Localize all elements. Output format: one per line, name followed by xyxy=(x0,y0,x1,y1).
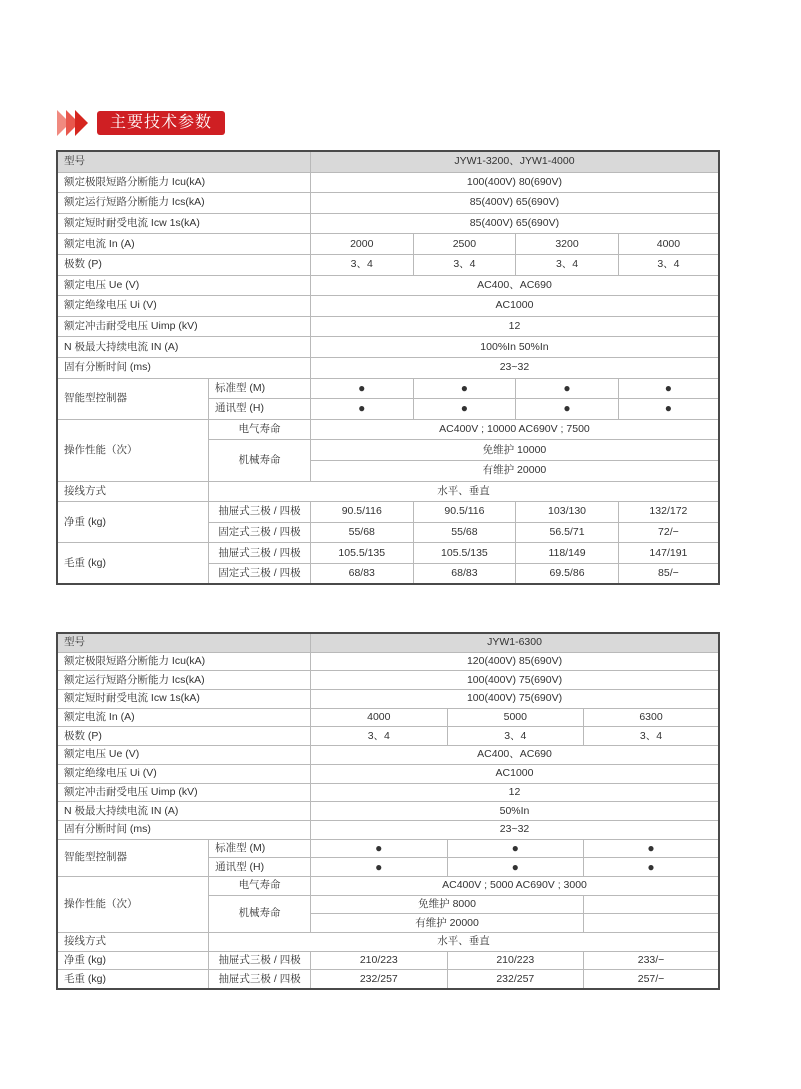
sub-label: 固定式三极 / 四极 xyxy=(208,522,310,543)
row-label: 额定绝缘电压 Ui (V) xyxy=(57,296,310,317)
cell-value: 12 xyxy=(310,316,719,337)
table-row xyxy=(57,543,719,564)
cell-value: 232/257 xyxy=(447,970,584,989)
table-row xyxy=(57,419,719,440)
cell-value: 5000 xyxy=(447,708,584,727)
cell-value: 90.5/116 xyxy=(310,502,413,523)
cell-value: 免维护 10000 xyxy=(310,440,719,461)
table-row xyxy=(57,502,719,523)
sub-label: 抽屉式三极 / 四极 xyxy=(209,951,311,970)
empty-cell xyxy=(584,914,719,933)
sub-label: 机械寿命 xyxy=(209,895,311,932)
cell-value: 水平、垂直 xyxy=(208,481,719,502)
table-row xyxy=(57,820,719,839)
model-value: JYW1-3200、JYW1-4000 xyxy=(310,151,719,172)
section-title: 主要技术参数 xyxy=(97,111,225,135)
row-label: 智能型控制器 xyxy=(57,839,209,876)
row-label: 固有分断时间 (ms) xyxy=(57,357,310,378)
row-label: 额定电压 Ue (V) xyxy=(57,746,311,765)
cell-value: 3、4 xyxy=(516,254,619,275)
row-label: 净重 (kg) xyxy=(57,951,209,970)
table-row xyxy=(57,296,719,317)
row-label: 型号 xyxy=(57,151,310,172)
cell-value: 2000 xyxy=(310,234,413,255)
bullet-icon: ● xyxy=(618,399,719,420)
cell-value: AC400、AC690 xyxy=(311,746,719,765)
cell-value: 4000 xyxy=(311,708,448,727)
cell-value: 有维护 20000 xyxy=(310,460,719,481)
sub-label: 抽屉式三极 / 四极 xyxy=(209,970,311,989)
cell-value: 3、4 xyxy=(447,727,584,746)
chevron-icon xyxy=(75,110,88,136)
row-label: 额定极限短路分断能力 Icu(kA) xyxy=(57,652,311,671)
cell-value: AC400、AC690 xyxy=(310,275,719,296)
bullet-icon: ● xyxy=(584,858,719,877)
sub-label: 通讯型 (H) xyxy=(208,399,310,420)
cell-value: AC400V ; 5000 AC690V ; 3000 xyxy=(311,876,719,895)
table-row xyxy=(57,708,719,727)
table-row xyxy=(57,378,719,399)
cell-value: 233/− xyxy=(584,951,719,970)
cell-value: 50%In xyxy=(311,802,719,821)
table-row xyxy=(57,839,719,858)
row-label: 额定冲击耐受电压 Uimp (kV) xyxy=(57,316,310,337)
row-label: 净重 (kg) xyxy=(57,502,208,543)
bullet-icon: ● xyxy=(311,858,448,877)
empty-cell xyxy=(584,895,719,914)
cell-value: 85/− xyxy=(618,563,719,584)
sub-label: 抽屉式三极 / 四极 xyxy=(208,502,310,523)
cell-value: 72/− xyxy=(618,522,719,543)
row-label: 操作性能（次） xyxy=(57,876,209,932)
row-label: 毛重 (kg) xyxy=(57,543,208,585)
sub-label: 抽屉式三极 / 四极 xyxy=(208,543,310,564)
cell-value: AC1000 xyxy=(310,296,719,317)
row-label: 毛重 (kg) xyxy=(57,970,209,989)
cell-value: 3、4 xyxy=(311,727,448,746)
table-row xyxy=(57,652,719,671)
bullet-icon: ● xyxy=(618,378,719,399)
table-row xyxy=(57,151,719,172)
row-label: 额定冲击耐受电压 Uimp (kV) xyxy=(57,783,311,802)
row-label: 额定短时耐受电流 Icw 1s(kA) xyxy=(57,213,310,234)
cell-value: 85(400V) 65(690V) xyxy=(310,193,719,214)
cell-value: 3200 xyxy=(516,234,619,255)
row-label: 极数 (P) xyxy=(57,727,311,746)
table-row xyxy=(57,764,719,783)
cell-value: 105.5/135 xyxy=(310,543,413,564)
cell-value: 147/191 xyxy=(618,543,719,564)
table-row xyxy=(57,802,719,821)
cell-value: 56.5/71 xyxy=(516,522,619,543)
cell-value: 85(400V) 65(690V) xyxy=(310,213,719,234)
cell-value: 有维护 20000 xyxy=(311,914,584,933)
cell-value: 6300 xyxy=(584,708,719,727)
table-row xyxy=(57,783,719,802)
spec-table-jyw1-3200-4000 xyxy=(56,150,720,585)
cell-value: 68/83 xyxy=(413,563,516,584)
row-label: 额定极限短路分断能力 Icu(kA) xyxy=(57,172,310,193)
table-row xyxy=(57,193,719,214)
table-row xyxy=(57,633,719,652)
row-label: N 极最大持续电流 IN (A) xyxy=(57,802,311,821)
cell-value: 3、4 xyxy=(413,254,516,275)
bullet-icon: ● xyxy=(516,399,619,420)
bullet-icon: ● xyxy=(447,839,584,858)
table-row xyxy=(57,213,719,234)
bullet-icon: ● xyxy=(447,858,584,877)
cell-value: 3、4 xyxy=(584,727,719,746)
cell-value: 23~32 xyxy=(310,357,719,378)
cell-value: 210/223 xyxy=(447,951,584,970)
bullet-icon: ● xyxy=(413,378,516,399)
model-value: JYW1-6300 xyxy=(311,633,719,652)
table-row xyxy=(57,746,719,765)
cell-value: 118/149 xyxy=(516,543,619,564)
cell-value: 68/83 xyxy=(310,563,413,584)
table-row xyxy=(57,234,719,255)
sub-label: 标准型 (M) xyxy=(209,839,311,858)
cell-value: 103/130 xyxy=(516,502,619,523)
table-row xyxy=(57,690,719,709)
bullet-icon: ● xyxy=(311,839,448,858)
bullet-icon: ● xyxy=(310,399,413,420)
table-row xyxy=(57,357,719,378)
cell-value: 90.5/116 xyxy=(413,502,516,523)
cell-value: 120(400V) 85(690V) xyxy=(311,652,719,671)
spec-table-jyw1-6300 xyxy=(56,632,720,990)
cell-value: 132/172 xyxy=(618,502,719,523)
cell-value: 100%In 50%In xyxy=(310,337,719,358)
bullet-icon: ● xyxy=(516,378,619,399)
sub-label: 电气寿命 xyxy=(209,876,311,895)
row-label: 极数 (P) xyxy=(57,254,310,275)
table-row xyxy=(57,951,719,970)
row-label: 固有分断时间 (ms) xyxy=(57,820,311,839)
cell-value: 4000 xyxy=(618,234,719,255)
row-label: 智能型控制器 xyxy=(57,378,208,419)
cell-value: 55/68 xyxy=(310,522,413,543)
bullet-icon: ● xyxy=(310,378,413,399)
bullet-icon: ● xyxy=(584,839,719,858)
cell-value: 100(400V) 75(690V) xyxy=(311,690,719,709)
row-label: 接线方式 xyxy=(57,933,209,952)
cell-value: 水平、垂直 xyxy=(209,933,719,952)
cell-value: 2500 xyxy=(413,234,516,255)
row-label: 额定电压 Ue (V) xyxy=(57,275,310,296)
cell-value: 3、4 xyxy=(310,254,413,275)
row-label: 额定运行短路分断能力 Ics(kA) xyxy=(57,671,311,690)
table-row xyxy=(57,933,719,952)
table-row xyxy=(57,172,719,193)
cell-value: 232/257 xyxy=(311,970,448,989)
sub-label: 机械寿命 xyxy=(208,440,310,481)
sub-label: 固定式三极 / 四极 xyxy=(208,563,310,584)
row-label: 额定电流 In (A) xyxy=(57,234,310,255)
cell-value: AC400V ; 10000 AC690V ; 7500 xyxy=(310,419,719,440)
sub-label: 通讯型 (H) xyxy=(209,858,311,877)
cell-value: AC1000 xyxy=(311,764,719,783)
cell-value: 3、4 xyxy=(618,254,719,275)
table-row xyxy=(57,970,719,989)
table-row xyxy=(57,481,719,502)
sub-label: 电气寿命 xyxy=(208,419,310,440)
cell-value: 257/− xyxy=(584,970,719,989)
table-row xyxy=(57,876,719,895)
cell-value: 23~32 xyxy=(311,820,719,839)
cell-value: 100(400V) 80(690V) xyxy=(310,172,719,193)
table-row xyxy=(57,275,719,296)
table-row xyxy=(57,254,719,275)
cell-value: 210/223 xyxy=(311,951,448,970)
cell-value: 55/68 xyxy=(413,522,516,543)
cell-value: 105.5/135 xyxy=(413,543,516,564)
row-label: 额定绝缘电压 Ui (V) xyxy=(57,764,311,783)
table-row xyxy=(57,316,719,337)
cell-value: 免维护 8000 xyxy=(311,895,584,914)
cell-value: 100(400V) 75(690V) xyxy=(311,671,719,690)
cell-value: 12 xyxy=(311,783,719,802)
table-row xyxy=(57,727,719,746)
row-label: 额定运行短路分断能力 Ics(kA) xyxy=(57,193,310,214)
row-label: 额定电流 In (A) xyxy=(57,708,311,727)
row-label: 接线方式 xyxy=(57,481,208,502)
section-heading xyxy=(57,109,225,137)
table-row xyxy=(57,671,719,690)
table-row xyxy=(57,337,719,358)
row-label: 额定短时耐受电流 Icw 1s(kA) xyxy=(57,690,311,709)
bullet-icon: ● xyxy=(413,399,516,420)
row-label: 操作性能（次） xyxy=(57,419,208,481)
cell-value: 69.5/86 xyxy=(516,563,619,584)
row-label: N 极最大持续电流 IN (A) xyxy=(57,337,310,358)
sub-label: 标准型 (M) xyxy=(208,378,310,399)
row-label: 型号 xyxy=(57,633,311,652)
